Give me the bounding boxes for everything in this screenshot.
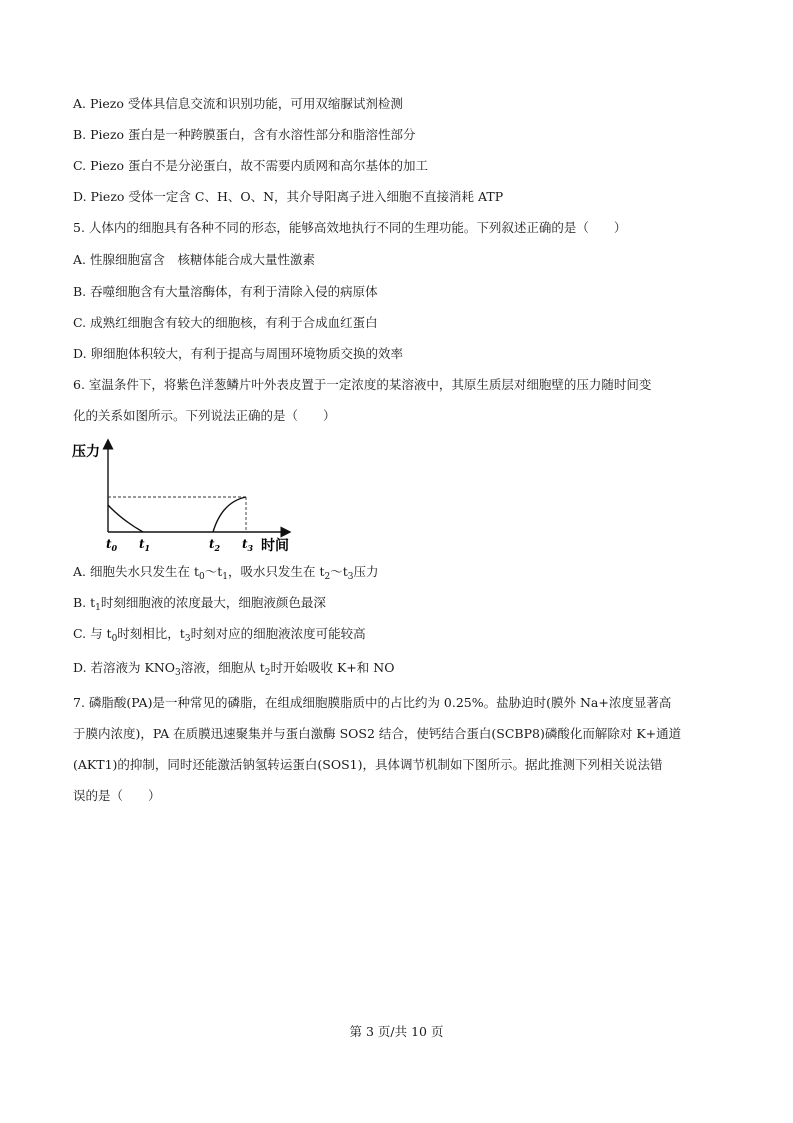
q5-stem: 5. 人体内的细胞具有各种不同的形态，能够高效地执行不同的生理功能。下列叙述正确的是（ ） (73, 220, 627, 235)
q7-stem-line2: 于膜内浓度)，PA 在质膜迅速聚集并与蛋白激酶 SOS2 结合，使钙结合蛋白(SCBP8)磷酸化而解除对 K+通道 (73, 726, 682, 741)
pressure-time-graph (70, 438, 300, 558)
x-axis-label: 时间 (261, 538, 289, 554)
pressure-increase-curve (213, 497, 246, 532)
tick-label-t1: $t_1$ (139, 537, 151, 553)
pressure-time-figure (70, 438, 300, 558)
tick-label-t3: $t_3$ (242, 537, 254, 553)
q6-option-c: C. 与 $t_0$时刻相比，$t_3$时刻对应的细胞液浓度可能较高 (73, 626, 366, 644)
q6-option-d: D. 若溶液为 $KNO_3$溶液，细胞从 $t_2$时开始吸收 K+和 NO (73, 660, 395, 678)
q5-option-a: A. 性腺细胞富含 核糖体能合成大量性激素 (73, 252, 315, 267)
q6-option-b: B. $t_1$时刻细胞液的浓度最大，细胞液颜色最深 (73, 595, 326, 613)
q5-option-c: C. 成熟红细胞含有较大的细胞核，有利于合成血红蛋白 (73, 315, 378, 330)
q7-stem-line3: (AKT1)的抑制，同时还能激活钠氢转运蛋白(SOS1)，具体调节机制如下图所示。据此推测下列相关说法错 (73, 757, 663, 772)
tick-label-t0: $t_0$ (106, 537, 118, 553)
q6-stem-line2: 化的关系如图所示。下列说法正确的是（ ） (73, 408, 336, 423)
q4-option-d: D. Piezo 受体一定含 C、H、O、N，其介导阳离子进入细胞不直接消耗 ATP (73, 189, 504, 204)
q7-stem-line1: 7. 磷脂酸(PA)是一种常见的磷脂，在组成细胞膜脂质中的占比约为 0.25%。盐胁迫时(膜外 Na+浓度显著高 (73, 695, 672, 710)
q4-option-c: C. Piezo 蛋白不是分泌蛋白，故不需要内质网和高尔基体的加工 (73, 158, 428, 173)
pressure-decrease-curve (108, 505, 143, 532)
q7-stem-line4: 误的是（ ） (73, 788, 161, 803)
page-number-footer: 第 3 页/共 10 页 (349, 1024, 444, 1039)
q6-stem-line1: 6. 室温条件下，将紫色洋葱鳞片叶外表皮置于一定浓度的某溶液中，其原生质层对细胞壁的压力随时间变 (73, 377, 652, 392)
q5-option-d: D. 卵细胞体积较大，有利于提高与周围环境物质交换的效率 (73, 346, 404, 361)
q4-option-b: B. Piezo 蛋白是一种跨膜蛋白，含有水溶性部分和脂溶性部分 (73, 127, 416, 142)
q5-option-b: B. 吞噬细胞含有大量溶酶体，有利于清除入侵的病原体 (73, 284, 378, 299)
q6-option-a: A. 细胞失水只发生在 $t_0\sim t_1$，吸水只发生在 $t_2\sim t_3$压力 (73, 564, 379, 582)
q4-option-a: A. Piezo 受体具信息交流和识别功能，可用双缩脲试剂检测 (73, 96, 403, 111)
y-axis-label: 压力 (72, 444, 100, 460)
tick-label-t2: $t_2$ (209, 537, 221, 553)
